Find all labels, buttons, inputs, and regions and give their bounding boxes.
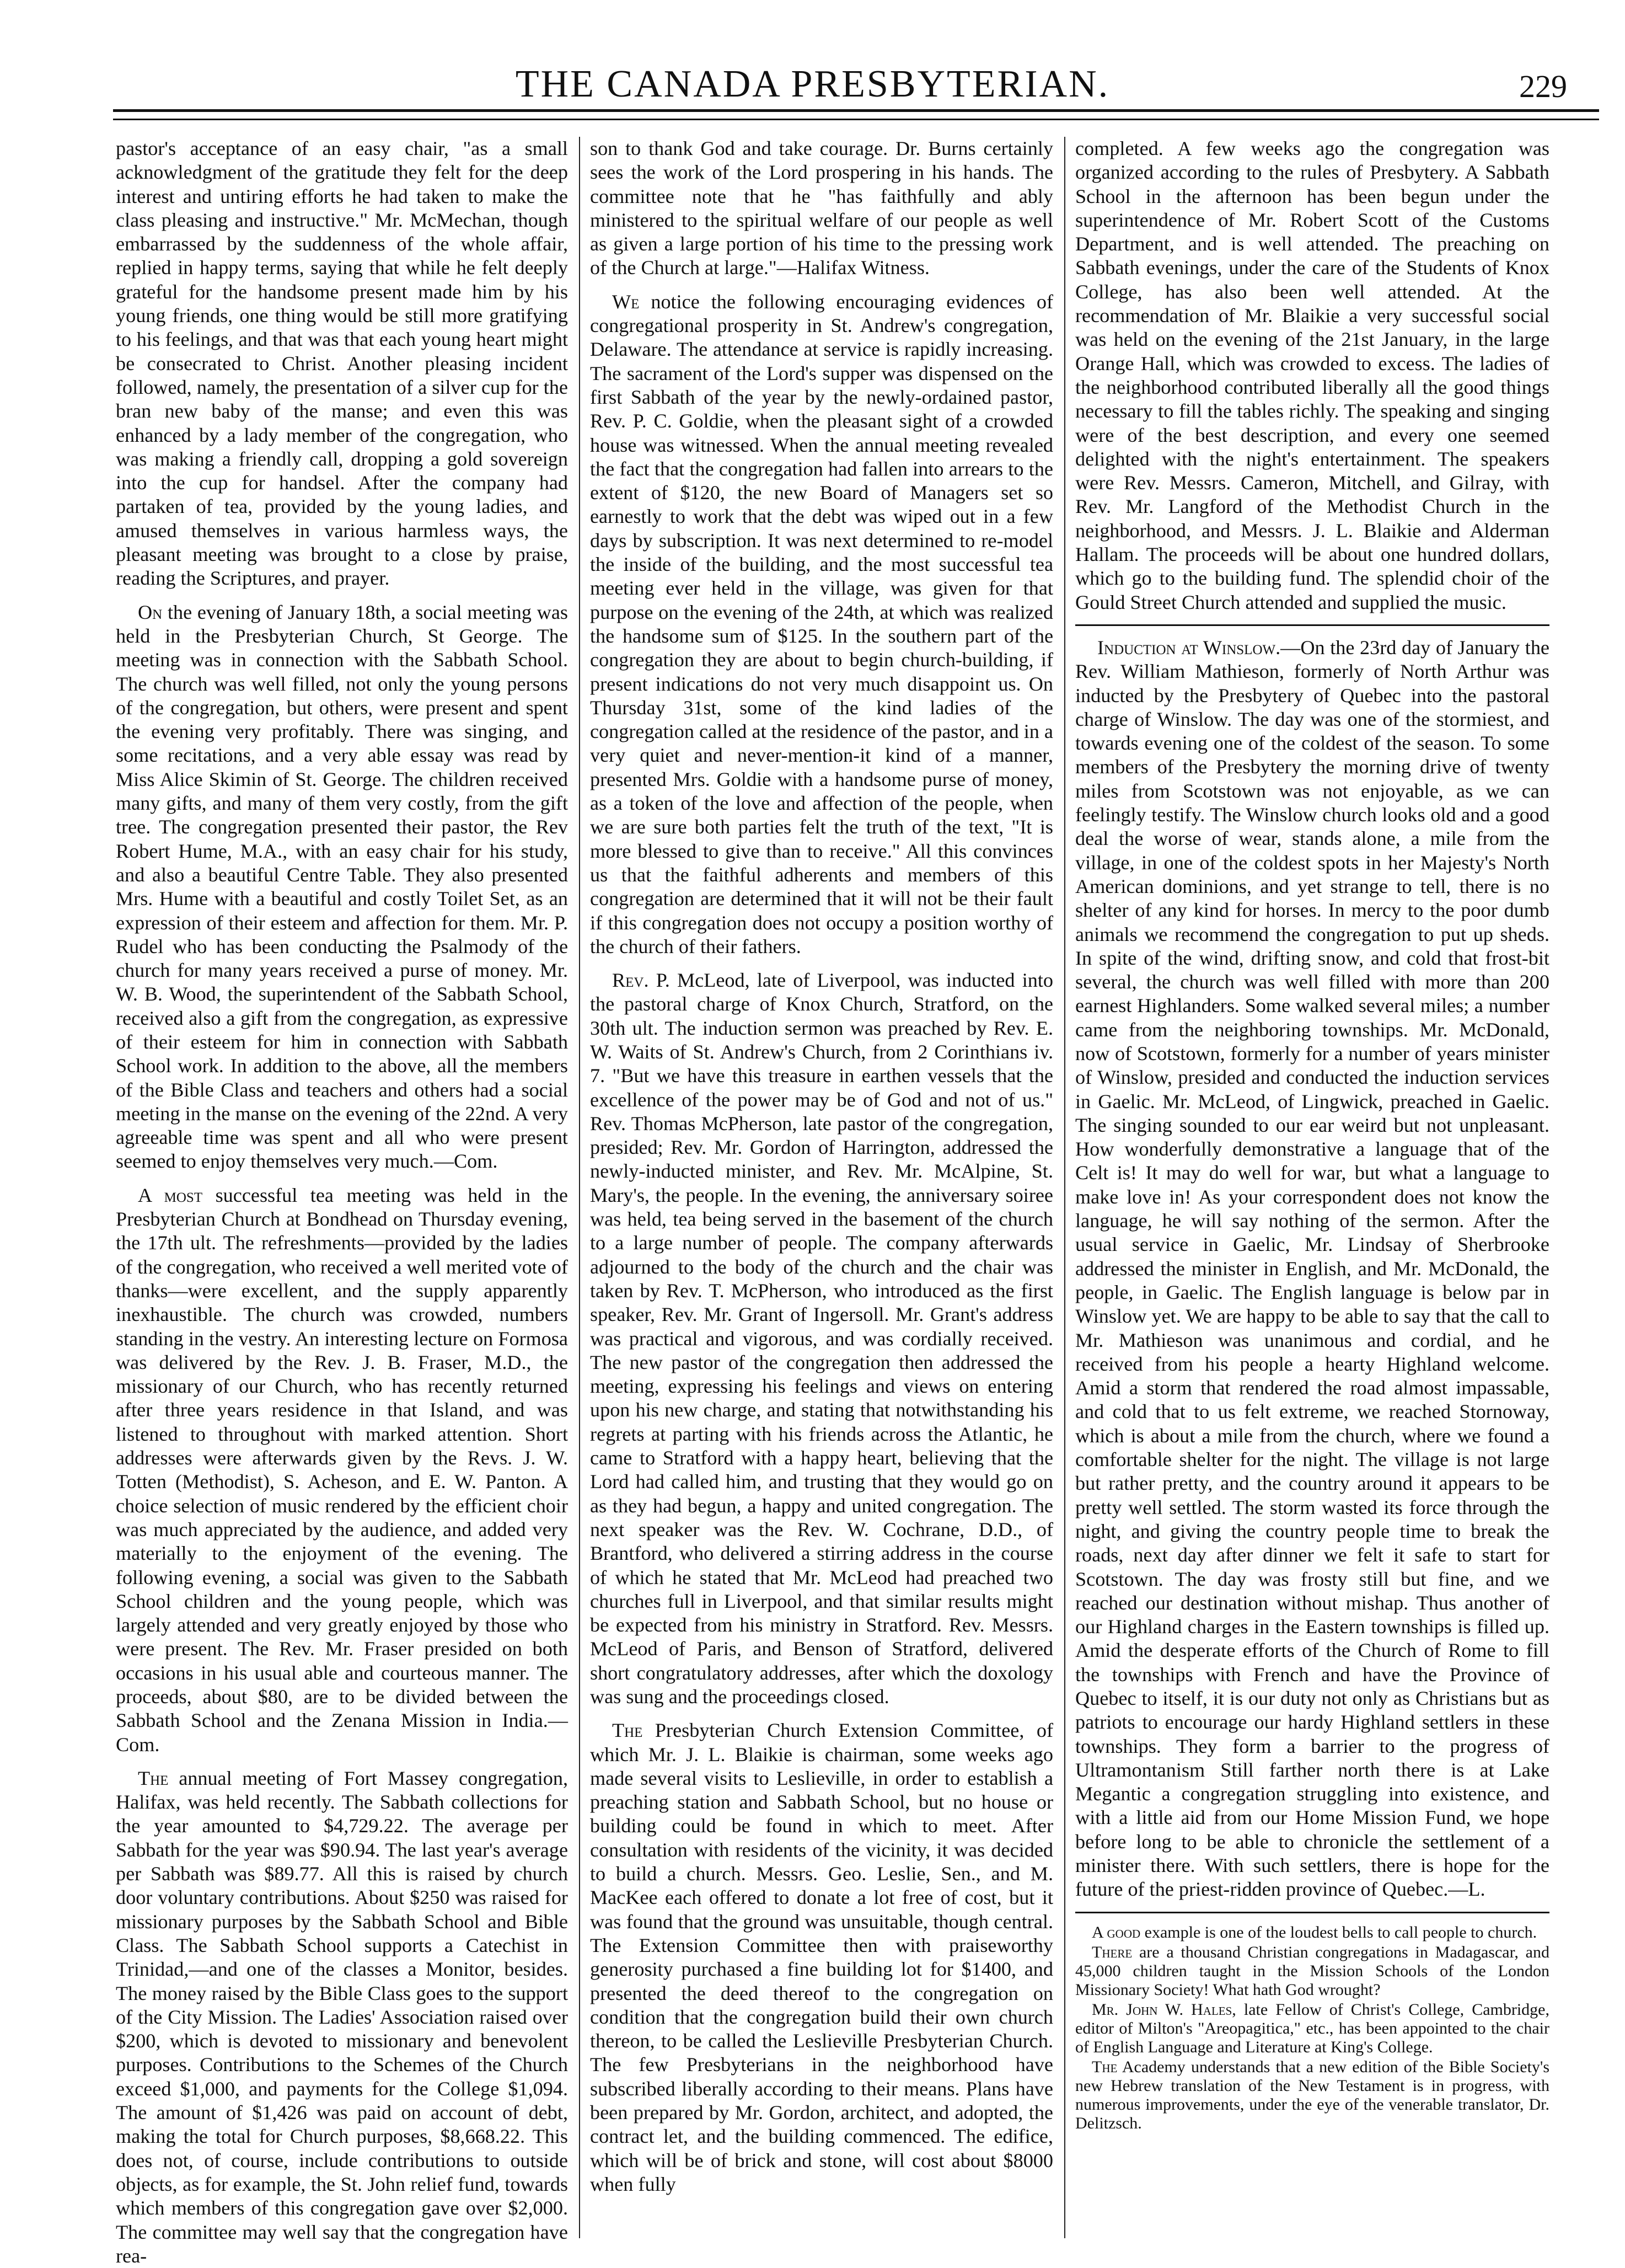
note-item [1075, 2058, 1549, 2133]
article-bondhead-tea [116, 1184, 568, 1757]
column-1 [116, 137, 568, 2267]
lead-word: Rev. [612, 969, 649, 992]
note-body: late Fellow of Christ's College, Cambridge, editor of Milton's "Areopagitica," etc., has been appointed to the chair of English Language and Literature at King's College. [1075, 2000, 1549, 2056]
lead-word: Induction at Winslow. [1097, 636, 1281, 659]
article-body: annual meeting of Fort Massey congregation, Halifax, was held recently. The Sabbath collections for the year amounted to $4,729.22. The average per Sabbath for the year was $90.94. The last year's average per Sabbath was $89.77. All this is raised by church door voluntary contributions. About $250 was raised for missionary purposes by the Sabbath School and Bible Class. The Sabbath School supports a Catechist in Trinidad,—and one of the classes a Monitor, besides. The money raised by the Bible Class goes to the support of the City Mission. The Ladies' Association raised over $200, which is devoted to missionary and benevolent purposes. Contributions to the Schemes of the Church exceed $1,000, and payments for the College $1,094. The amount of $1,426 was paid on account of debt, making the total for Church purposes, $8,668.22. This does not, of course, include contributions to outside objects, as for example, the St. John relief fund, towards which members of this congregation gave over $2,000. The committee may well say that the congregation have rea- [116, 1767, 568, 2267]
article-body: —On the 23rd day of January the Rev. William Mathieson, formerly of North Arthur was inducted by the Presbytery of Quebec into the pastoral charge of Winslow. The day was one of the stormiest, and towards evening one of the coldest of the season. To some members of the Presbytery the morning drive of twenty miles from Scotstown was not enjoyable, as we can feelingly testify. The Winslow church looks old and a good deal the worse of wear, stands alone, a mile from the village, in one of the coldest spots in her Majesty's North American dominions, and yet strange to tell, there is no shelter of any kind for horses. In mercy to the poor dumb animals we recommend the congregation to put up sheds. In spite of the wind, drifting snow, and cold that frost-bit several, the church was well filled with more than 200 earnest Highlanders. Some walked several miles; a number came from the neighboring townships. Mr. McDonald, now of Scotstown, formerly for a number of years minister of Winslow, presided and conducted the induction services in Gaelic. Mr. McLeod, of Lingwick, preached in Gaelic. The singing sounded to our ear weird but not unpleasant. How wonderfully demonstrative a language that of the Celt is! It may do well for war, but what a language to make love in! As your correspondent does not know the language, he will say nothing of the sermon. After the usual service in Gaelic, Mr. Lindsay of Sherbrooke addressed the minister in English, and Mr. McDonald, the people, in Gaelic. The English language is below par in Winslow yet. We are happy to be able to say that the call to Mr. Mathieson was unanimous and cordial, and he received from his people a hearty Highland welcome. Amid a storm that rendered the road almost impassable, and cold that to us felt extreme, we reached Stornoway, which is about a mile from the church, where we found a comfortable shelter for the night. The village is not large but rather pretty, and the country around it appears to be pretty well settled. The storm wasted its force through the night, and giving the country people time to break the roads, next day after dinner we felt it safe to start for Scotstown. The day was frosty still but fine, and we reached our destination without mishap. Thus another of our Highland charges in the Eastern townships is filled up. Amid the desperate efforts of the Church of Rome to fill the townships with French and have the Province of Quebec to itself, it is our duty not only as Christians but as patriots to encourage our hardy Highland settlers in these townships. They form a barrier to the progress of Ultramontanism Still farther north there is at Lake Megantic a congregation struggling into existence, and with a little aid from our Home Mission Fund, we hope before long to be able to chronicle the settlement of a minister there. With such settlers, there is hope for the future of the priest-ridden province of Quebec.—L. [1075, 636, 1549, 1901]
header-rule-thick [113, 109, 1599, 112]
article-st-george-social [116, 601, 568, 1174]
column-3 [1075, 137, 1549, 2238]
lead-word: The [1092, 2057, 1118, 2076]
article-body: the evening of January 18th, a social meeting was held in the Presbyterian Church, St George. The meeting was in connection with the Sabbath School. The church was well filled, not only the young persons of the congregation, but others, were present and spent the evening very profitably. There was singing, and some recitations, and a very able essay was read by Miss Alice Skimin of St. George. The children received many gifts, and many of them very costly, from the gift tree. The congregation presented their pastor, the Rev Robert Hume, M.A., with an easy chair for his study, and also a beautiful Centre Table. They also presented Mrs. Hume with a beautiful and costly Toilet Set, as an expression of their esteem and affection for them. Mr. P. Rudel who has been conducting the Psalmody of the church for many years received a purse of money. Mr. W. B. Wood, the superintendent of the Sabbath School, received also a gift from the congregation, as expressive of their esteem for him in connection with Sabbath School work. In addition to the above, all the members of the Bible Class and teachers and others had a social meeting in the manse on the evening of the 22nd. A very agreeable time was spent and all who were present seemed to enjoy themselves very much.—Com. [116, 601, 568, 1173]
article-stratford-induction [590, 969, 1053, 1709]
article-continued: completed. A few weeks ago the congregation was organized according to the rules of Presbytery. A Sabbath School in the afternoon has been begun under the superintendence of Mr. Robert Scott of the Customs Department, and is well attended. The preaching on Sabbath evenings, under the care of the Students of Knox College, has also been well attended. At the recommendation of Mr. Blaikie a very successful social was held on the evening of the 21st January, in the large Orange Hall, which was crowded to excess. The ladies of the neighborhood contributed liberally all the good things necessary to fill the tables richly. The speaking and singing were of the best description, and every one seemed delighted with the night's entertainment. The speakers were Rev. Messrs. Cameron, Mitchell, and Gilray, with Rev. Mr. Langford of the Methodist Church in the neighborhood, and Messrs. J. L. Blaikie and Alderman Hallam. The proceeds will be about one hundred dollars, which go to the building fund. The splendid choir of the Gould Street Church attended and supplied the music. [1075, 137, 1549, 613]
section-rule [1075, 624, 1549, 626]
lead-word: A most [138, 1184, 203, 1206]
article-church-extension [590, 1719, 1053, 2196]
note-item [1075, 1923, 1549, 1942]
article-fort-massey [116, 1767, 568, 2268]
article-continued: son to thank God and take courage. Dr. Burns certainly sees the work of the Lord prospering in his hands. The committee note that he "has faithfully and ably ministered to the spiritual welfare of our people as well as given a large portion of his time to the pressing work of the Church at large."—Halifax Witness. [590, 137, 1053, 279]
brief-notes [1075, 1923, 1549, 2133]
article-winslow-induction [1075, 636, 1549, 1902]
article-body: Presbyterian Church Extension Committee, of which Mr. J. L. Blaikie is chairman, some weeks ago made several visits to Leslieville, in order to establish a preaching station and Sabbath School, but no house or building could be found in which to meet. After consultation with residents of the vicinity, it was decided to build a church. Messrs. Geo. Leslie, Sen., and M. MacKee each offered to donate a lot free of cost, but it was found that the ground was unsuitable, though central. The Extension Committee then with praiseworthy generosity purchased a fine building lot for $1400, and presented the deed thereof to the congregation on condition that the congregation build their own church thereon, to be called the Leslieville Presbyterian Church. The few Presbyterians in the neighborhood have subscribed liberally according to their means. Plans have been prepared by Mr. Gordon, architect, and adopted, the contract let, and the building commenced. The edifice, which will be of brick and stone, will cost about $8000 when fully [590, 1719, 1053, 2195]
lead-word: We [612, 290, 640, 313]
article-body: successful tea meeting was held in the Presbyterian Church at Bondhead on Thursday evening, the 17th ult. The refreshments—provided by the ladies of the congregation, who received a well merited vote of thanks—were excellent, and the supply apparently inexhaustible. The church was crowded, numbers standing in the vestry. An interesting lecture on Formosa was delivered by the Rev. J. B. Fraser, M.D., the missionary of our Church, who has recently returned after three years residence in that Island, and was listened to throughout with marked attention. Short addresses were afterwards given by the Revs. J. W. Totten (Methodist), S. Acheson, and E. W. Panton. A choice selection of music rendered by the efficient choir was much appreciated by the audience, and added very materially to the enjoyment of the evening. The following evening, a social was given to the Sabbath School children and the young people, which was largely attended and very greatly enjoyed by those who were present. The Rev. Mr. Fraser presided on both occasions in his usual able and courteous manner. The proceeds, about $80, are to be divided between the Sabbath School and the Zenana Mission in India.—Com. [116, 1184, 568, 1756]
note-item [1075, 2000, 1549, 2057]
column-2 [590, 137, 1053, 2238]
article-body: P. McLeod, late of Liverpool, was inducted into the pastoral charge of Knox Church, Stratford, on the 30th ult. The induction sermon was preached by Rev. E. W. Waits of St. Andrew's Church, from 2 Corinthians iv. 7. "But we have this treasure in earthen vessels that the excellence of the power may be of God and not of us." Rev. Thomas McPherson, late pastor of the congregation, presided; Rev. Mr. Gordon of Harrington, addressed the newly-inducted minister, and Rev. Mr. McAlpine, St. Mary's, the people. In the evening, the anniversary soiree was held, tea being served in the basement of the church to a large number of people. The company afterwards adjourned to the body of the church and the chair was taken by Rev. T. McPherson, who introduced as the first speaker, Rev. Mr. Grant of Ingersoll. Mr. Grant's address was practical and vigorous, and was cordially received. The new pastor of the congregation then addressed the meeting, expressing his feelings and views on entering upon his new charge, and stating that notwithstanding his regrets at parting with his friends across the Atlantic, he came to Stratford with a happy heart, believing that the Lord had called him, and trusting that they would go on as they had begun, a happy and united congregation. The next speaker was the Rev. W. Cochrane, D.D., of Brantford, who delivered a stirring address in the course of which he stated that Mr. McLeod had preached two churches full in Liverpool, and that similar results might be expected from his ministry in Stratford. Rev. Messrs. McLeod of Paris, and Benson of Stratford, delivered short congratulatory addresses, after which the doxology was sung and the proceedings closed. [590, 969, 1053, 1708]
lead-word: There [1092, 1943, 1133, 1961]
article-continued: pastor's acceptance of an easy chair, "as a small acknowledgment of the gratitude they felt for the deep interest and untiring efforts he had taken to make the class pleasing and instructive." Mr. McMechan, though embarrassed by the suddenness of the whole affair, replied in happy terms, saying that while he felt deeply grateful for the handsome present made him by his young friends, one thing would be still more gratifying to his feelings, and that was that each young heart might be consecrated to Christ. Another pleasing incident followed, namely, the presentation of a silver cup for the bran new baby of the manse; and even this was enhanced by a lady member of the congregation, who was making a friendly call, dropping a gold sovereign into the cup for handsel. After the company had partaken of tea, provided by the young ladies, and amused themselves in various harmless ways, the pleasant meeting was brought to a close by praise, reading the Scriptures, and prayer. [116, 137, 568, 590]
note-item [1075, 1943, 1549, 1999]
column-divider-1 [579, 137, 580, 2238]
header-rule-thin [113, 119, 1599, 120]
article-delaware [590, 290, 1053, 959]
note-body: example is one of the loudest bells to call people to church. [1140, 1923, 1537, 1941]
column-divider-2 [1064, 137, 1065, 2238]
masthead-title: THE CANADA PRESBYTERIAN. [515, 63, 1110, 105]
lead-word: A good [1092, 1923, 1141, 1941]
note-body: Academy understands that a new edition of the Bible Society's new Hebrew translation of the New Testament is in progress, with numerous improvements, under the eye of the venerable translator, Dr. Delitzsch. [1075, 2057, 1549, 2132]
section-rule [1075, 1912, 1549, 1913]
lead-word: The [138, 1767, 169, 1789]
lead-word: On [138, 601, 163, 623]
article-body: notice the following encouraging evidences of congregational prosperity in St. Andrew's congregation, Delaware. The attendance at service is rapidly increasing. The sacrament of the Lord's supper was dispensed on the first Sabbath of the year by the newly-ordained pastor, Rev. P. C. Goldie, when the pleasant sight of a crowded house was witnessed. When the annual meeting revealed the fact that the congregation had fallen into arrears to the extent of $120, the new Board of Managers set so earnestly to work that the debt was wiped out in a few days by subscription. It was next determined to re-model the inside of the building, and the most successful tea meeting ever held in the village, was given for that purpose on the evening of the 24th, at which was realized the handsome sum of $125. In the southern part of the congregation they are about to begin church-building, if present indications do not very much disappoint us. On Thursday 31st, some of the kind ladies of the congregation called at the residence of the pastor, and in a very quiet and never-mention-it kind of a manner, presented Mrs. Goldie with a handsome purse of money, as a token of the love and affection of the people, when we are sure both parties felt the truth of the text, "It is more blessed to give than to receive." All this convinces us that the faithful adherents and members of this congregation are determined that it will not be their fault if this congregation does not occupy a position worthy of the church of their fathers. [590, 290, 1053, 958]
lead-word: Mr. John W. Hales, [1092, 2000, 1236, 2019]
note-body: are a thousand Christian congregations in Madagascar, and 45,000 children taught in the Mission Schools of the London Missionary Society! What hath God wrought? [1075, 1943, 1549, 1999]
page-number: 229 [1519, 68, 1567, 104]
lead-word: The [612, 1719, 643, 1742]
